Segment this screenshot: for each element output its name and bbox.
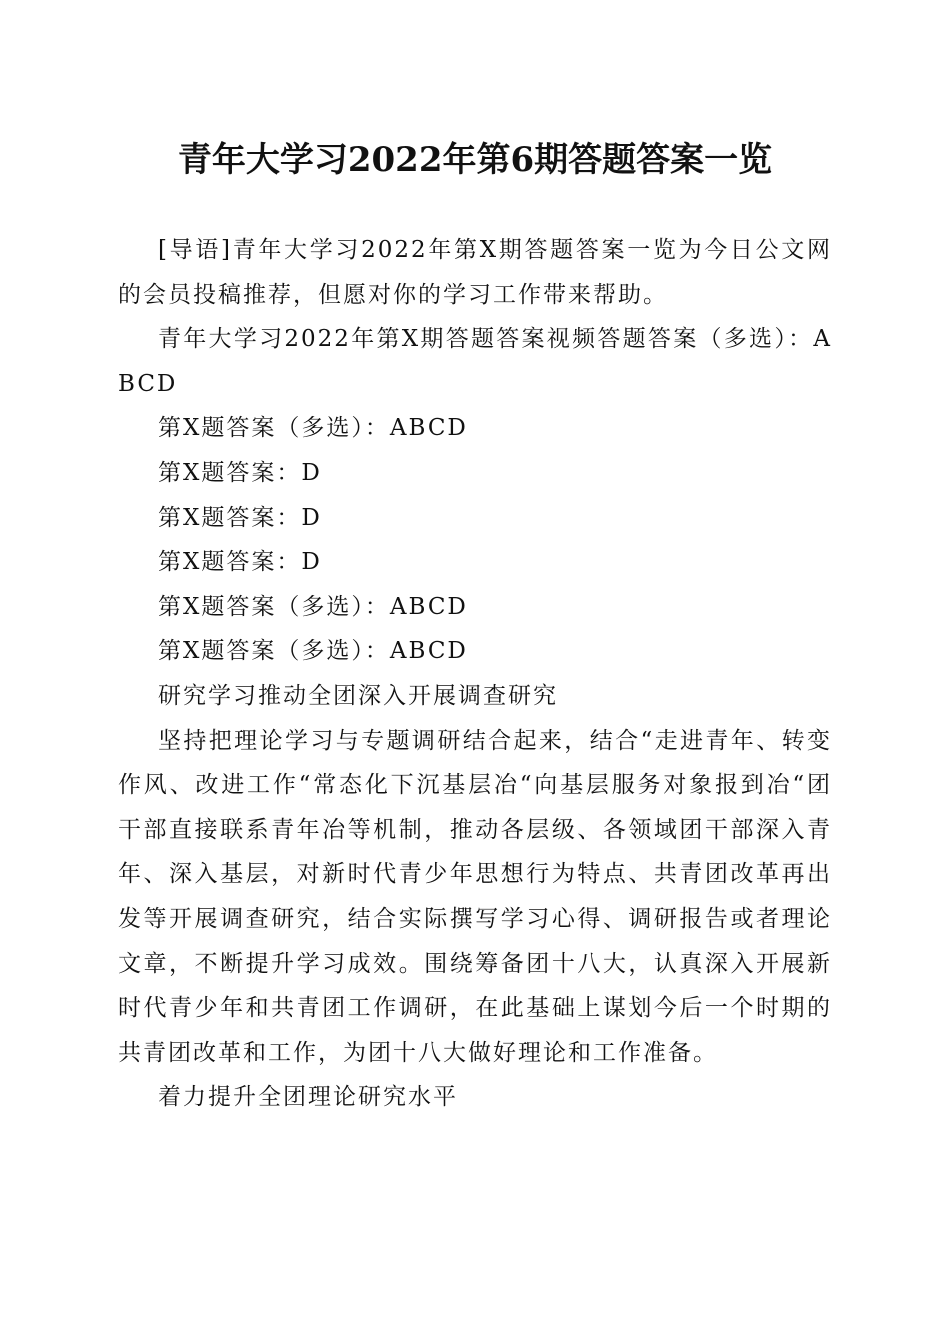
answer-line: 第X题答案（多选）：ABCD — [158, 415, 468, 442]
answer-line: 第X题答案（多选）：ABCD — [158, 638, 468, 665]
answer-line: 第X题答案：D — [158, 459, 322, 486]
intro-paragraph: [导语]青年大学习2022年第X期答题答案一览为今日公文网的会员投稿推荐，但愿对你的学习工作带来帮助。 — [118, 237, 832, 308]
body-paragraph: 坚持把理论学习与专题调研结合起来，结合“走进青年、转变作风、改进工作“常态化下沉基层冶“向基层服务对象报到冶“团干部直接联系青年冶等机制，推动各层级、各领域团干部深入青年、深入基层，对新时代青少年思想行为特点、共青团改革再出发等开展调查研究，结合实际撰写学习心得、调研报告或者理论文章，不断提升学习成效。围绕筹备团十八大，认真深入开展新时代青少年和共青团工作调研，在此基础上谋划今后一个时期的共青团改革和工作，为团十八大做好理论和工作准备。 — [118, 727, 832, 1066]
video-answer-paragraph: 青年大学习2022年第X期答题答案视频答题答案（多选）：ABCD — [118, 326, 832, 397]
document-body — [118, 228, 832, 1120]
answer-line: 第X题答案（多选）：ABCD — [158, 593, 468, 620]
section-heading: 着力提升全团理论研究水平 — [158, 1084, 458, 1111]
answer-line: 第X题答案：D — [158, 549, 322, 576]
answer-line: 第X题答案：D — [158, 504, 322, 531]
document-title: 青年大学习2022年第6期答题答案一览 — [177, 140, 773, 180]
section-heading: 研究学习推动全团深入开展调查研究 — [158, 682, 558, 709]
